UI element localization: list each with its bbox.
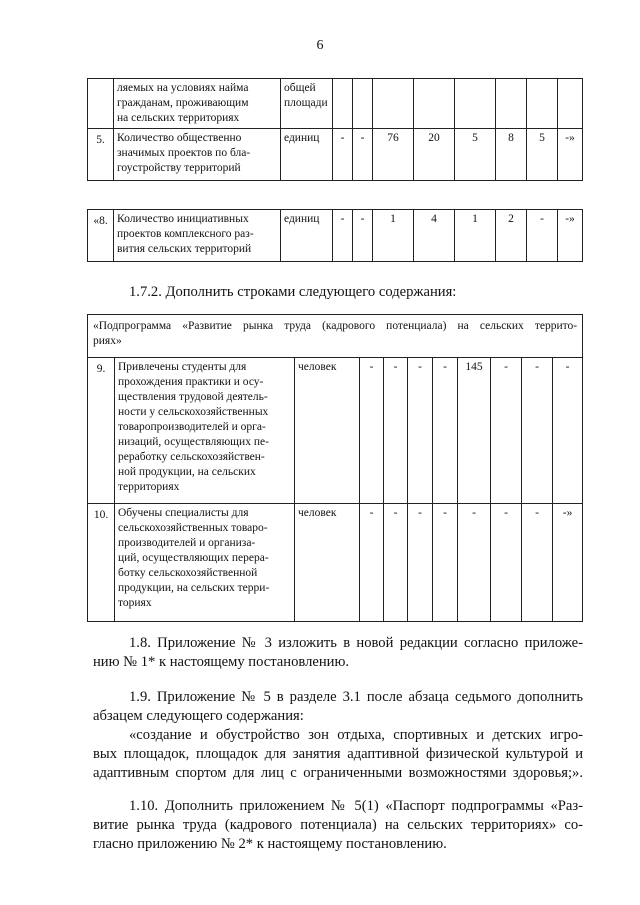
indicator-name: Количество общественно значимых проектов по бла- гоустройству территорий [114,129,281,181]
value-cell: - [433,504,458,622]
row-number: 5. [88,129,114,181]
value-cell [353,79,373,129]
value-cell: 2 [496,210,527,262]
value-cell [496,79,527,129]
value-cell: 5 [527,129,558,181]
value-cell: 145 [458,358,491,504]
value-cell: -» [558,129,583,181]
indicator-name: Привлечены студенты для прохождения практики и осу- ществления трудовой деятель- ности у сельскохозяйственных товаропроизводителей и орга- низаций, осуществляющих пе- реработку сельскохозяйствен- ной продукции, на сельских территориях [115,358,295,504]
section-1-7-2: 1.7.2. Дополнить строками следующего содержания: [129,284,457,300]
table-row [88,504,583,622]
subprogram-title: «Подпрограмма «Развитие рынка труда (кадрового потенциала) на сельских террито- риях» [88,315,583,358]
value-cell: - [491,504,522,622]
table-row [88,210,583,262]
row-number: 10. [88,504,115,622]
value-cell: - [353,210,373,262]
value-cell: - [553,358,583,504]
value-cell: - [360,504,384,622]
value-cell: -» [558,210,583,262]
value-cell: - [384,358,408,504]
value-cell [414,79,455,129]
indicator-table-mid [87,209,583,262]
value-cell [373,79,414,129]
unit-cell: единиц [281,210,333,262]
value-cell: - [458,504,491,622]
value-cell: - [527,210,558,262]
value-cell: 1 [373,210,414,262]
page-number: 6 [316,38,324,53]
row-number: 9. [88,358,115,504]
value-cell: - [491,358,522,504]
paragraph-1-10: 1.10. Дополнить приложением № 5(1) «Паспорт подпрограммы «Раз- витие рынка труда (кадрового потенциала) на сельских территориях» со- гласно приложению № 2* к настоящему постановлению. [93,798,583,852]
value-cell: -» [553,504,583,622]
value-cell: 1 [455,210,496,262]
value-cell [333,79,353,129]
value-cell: 20 [414,129,455,181]
subprogram-header-row [88,315,583,358]
paragraph-1-9: 1.9. Приложение № 5 в разделе 3.1 после абзаца седьмого дополнить абзацем следующего содержания: «создание и обустройство зон отдыха, спортивных и детских игро- вых площадок, площадок для занятия адаптивной физической культурой и адаптивным спортом для лиц с ограниченными возможностями здоровья;». [93,689,583,781]
value-cell [527,79,558,129]
unit-cell: общей площади [281,79,333,129]
value-cell [558,79,583,129]
subprogram-table [87,314,583,622]
indicator-name: Обучены специалисты для сельскохозяйственных товаро- производителей и организа- ций, осуществляющих перера- ботку сельскохозяйственной продукции, на сельских терри- ториях [115,504,295,622]
value-cell: - [384,504,408,622]
unit-cell: человек [295,504,360,622]
value-cell: - [522,504,553,622]
value-cell: - [433,358,458,504]
value-cell: - [522,358,553,504]
value-cell: - [353,129,373,181]
value-cell: - [408,504,433,622]
indicator-name: ляемых на условиях найма гражданам, проживающим на сельских территориях [114,79,281,129]
value-cell [455,79,496,129]
value-cell: - [408,358,433,504]
table-row [88,129,583,181]
paragraph-1-8: 1.8. Приложение № 3 изложить в новой редакции согласно приложе- нию № 1* к настоящему постановлению. [93,635,583,670]
unit-cell: человек [295,358,360,504]
indicator-name: Количество инициативных проектов комплексного раз- вития сельских территорий [114,210,281,262]
table-row [88,79,583,129]
indicator-table-top [87,78,583,181]
value-cell: 8 [496,129,527,181]
value-cell: - [333,210,353,262]
value-cell: 5 [455,129,496,181]
value-cell: - [333,129,353,181]
value-cell: 76 [373,129,414,181]
table-row [88,358,583,504]
row-number [88,79,114,129]
row-number: «8. [88,210,114,262]
unit-cell: единиц [281,129,333,181]
value-cell: - [360,358,384,504]
value-cell: 4 [414,210,455,262]
